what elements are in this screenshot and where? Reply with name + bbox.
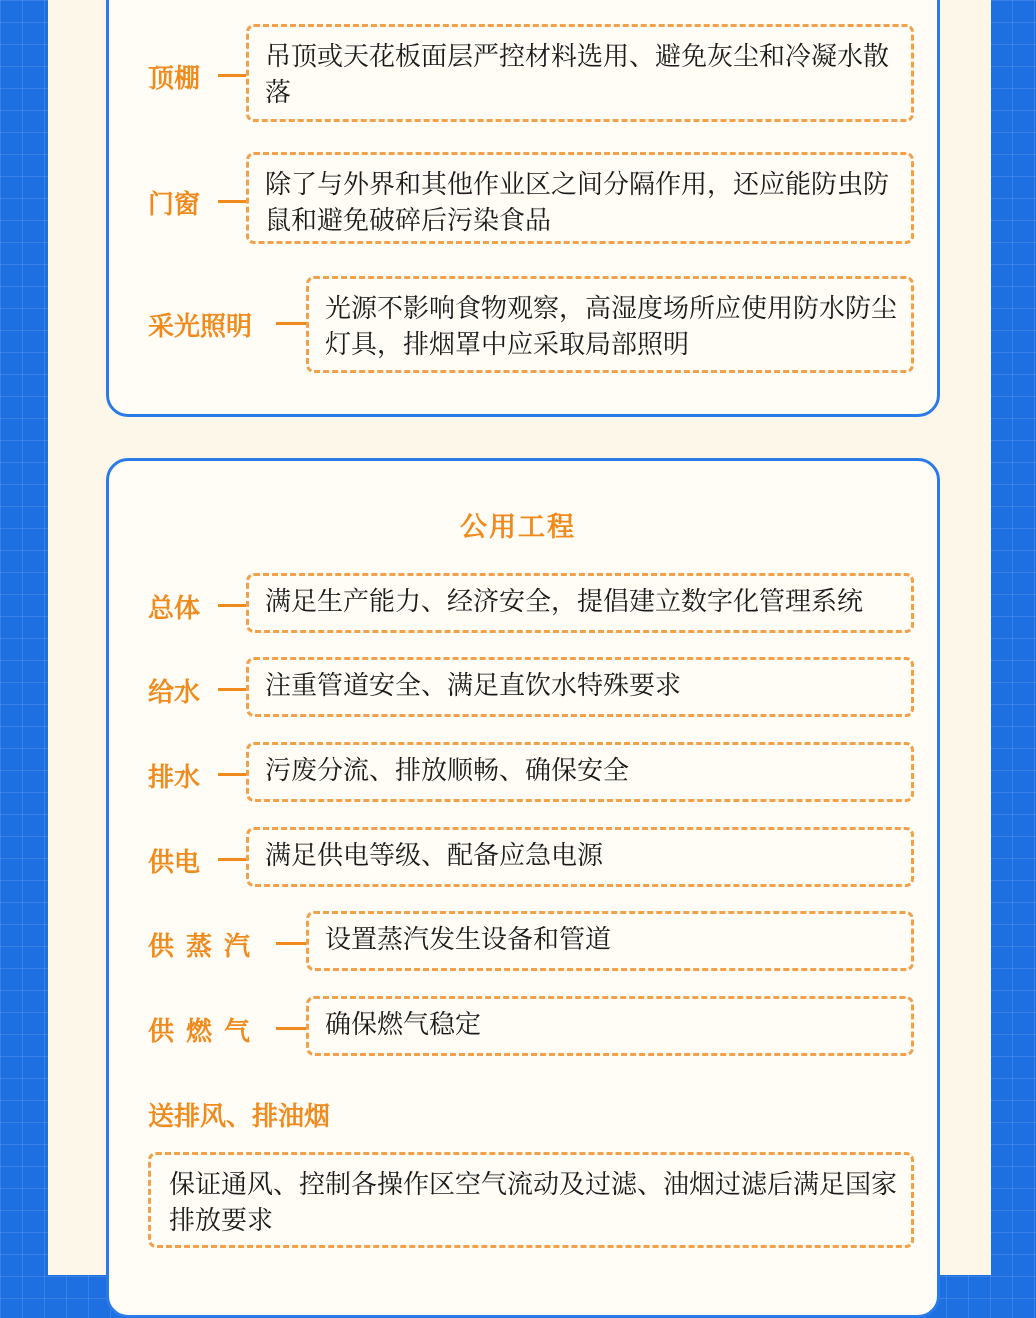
item-label: 排水 xyxy=(148,763,201,793)
connector-line xyxy=(276,1027,306,1030)
connector-line xyxy=(218,74,246,77)
connector-line xyxy=(218,604,246,607)
item-description: 光源不影响食物观察，高湿度场所应使用防水防尘灯具，排烟罩中应采取局部照明 xyxy=(306,276,914,373)
item-label: 采光照明 xyxy=(148,312,253,342)
item-description: 污废分流、排放顺畅、确保安全 xyxy=(246,742,914,802)
item-label: 供蒸汽 xyxy=(148,932,263,962)
item-description: 除了与外界和其他作业区之间分隔作用，还应能防虫防鼠和避免破碎后污染食品 xyxy=(246,152,914,244)
item-description: 确保燃气稳定 xyxy=(306,996,914,1056)
section-title: 公用工程 xyxy=(460,512,576,543)
item-label: 门窗 xyxy=(148,190,201,220)
connector-line xyxy=(218,773,246,776)
item-label: 给水 xyxy=(148,678,201,708)
connector-line xyxy=(218,858,246,861)
connector-line xyxy=(276,322,306,325)
item-label: 顶棚 xyxy=(148,64,201,94)
item-label: 供燃气 xyxy=(148,1017,263,1047)
item-description: 吊顶或天花板面层严控材料选用、避免灰尘和冷凝水散落 xyxy=(246,24,914,122)
item-description: 满足生产能力、经济安全，提倡建立数字化管理系统 xyxy=(246,573,914,633)
item-description: 保证通风、控制各操作区空气流动及过滤、油烟过滤后满足国家排放要求 xyxy=(148,1152,914,1248)
connector-line xyxy=(276,942,306,945)
item-label: 供电 xyxy=(148,848,201,878)
item-description: 满足供电等级、配备应急电源 xyxy=(246,827,914,887)
item-label: 送排风、排油烟 xyxy=(148,1102,331,1132)
connector-line xyxy=(218,688,246,691)
item-label: 总体 xyxy=(148,594,201,624)
item-description: 注重管道安全、满足直饮水特殊要求 xyxy=(246,657,914,717)
item-description: 设置蒸汽发生设备和管道 xyxy=(306,911,914,971)
connector-line xyxy=(218,200,246,203)
